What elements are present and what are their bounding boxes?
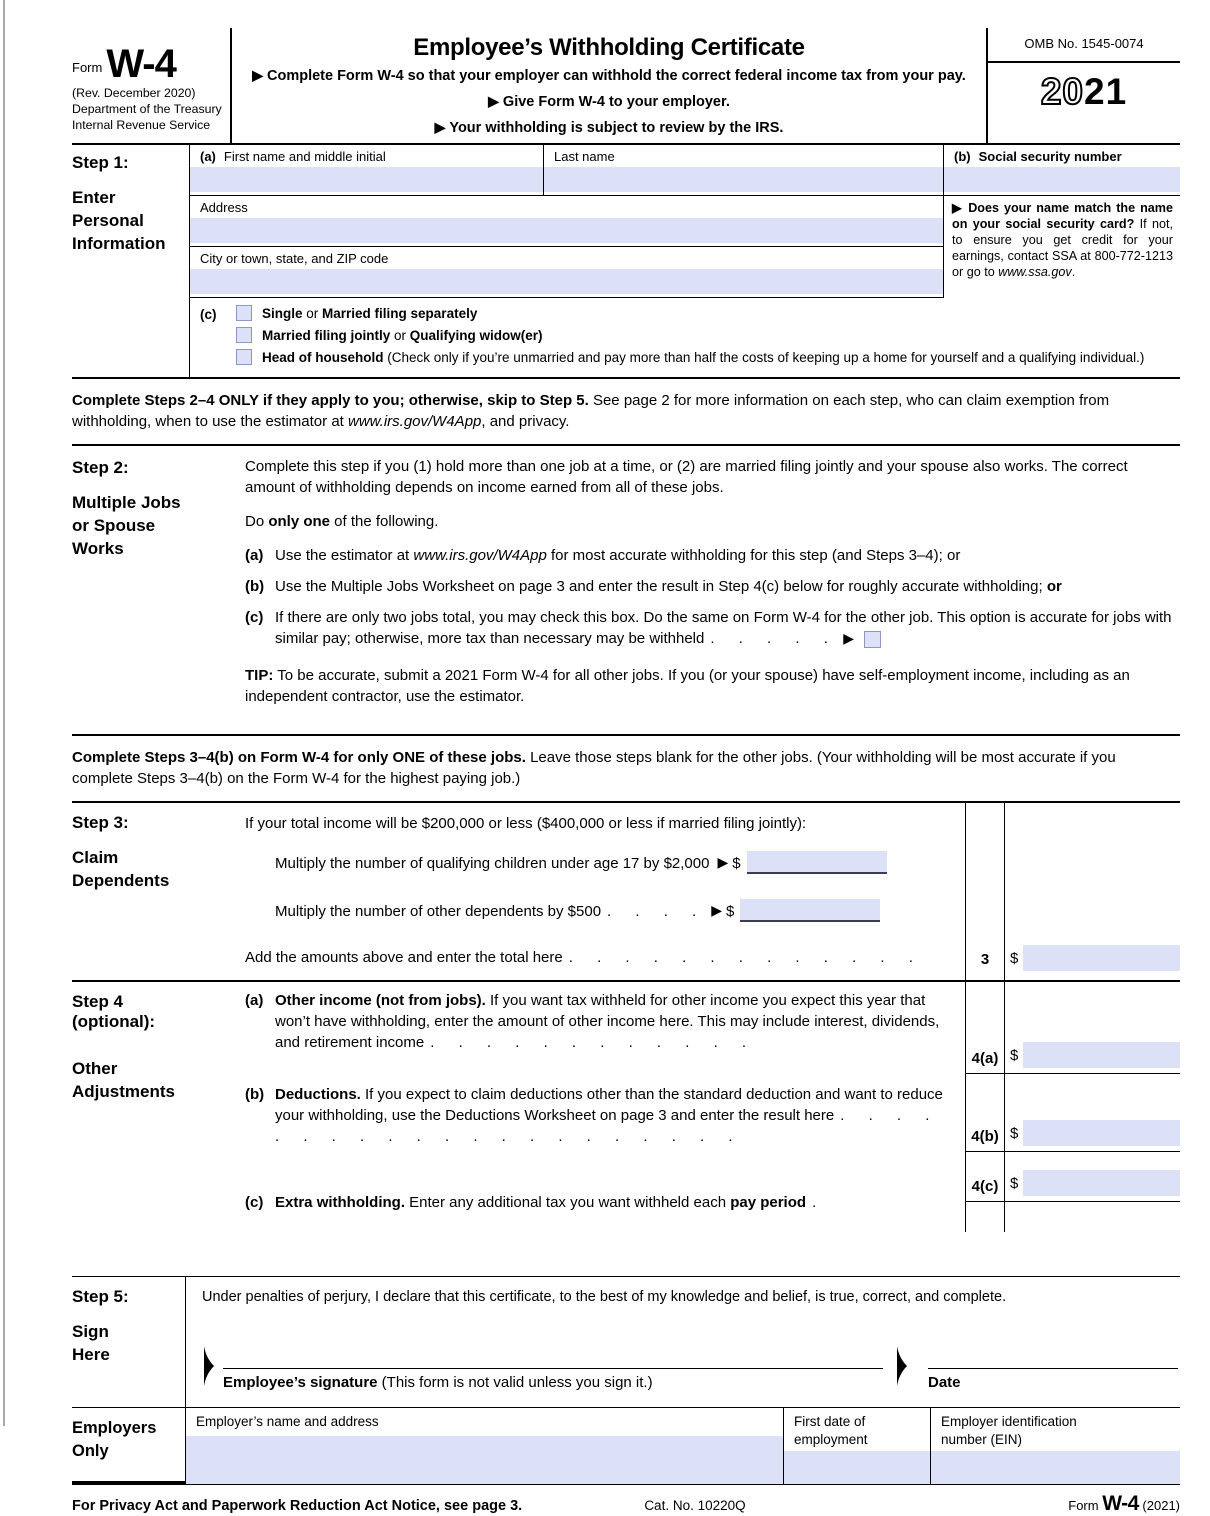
step2-paragraph-2: Do only one of the following. xyxy=(245,513,439,531)
date-caption: Date xyxy=(928,1374,961,1392)
first-name-label: (a) First name and middle initial xyxy=(200,149,386,165)
step4-item-c: (c) Extra withholding. Enter any additional tax you want withheld each pay period . xyxy=(245,1194,824,1212)
employers-only-section xyxy=(72,1408,1180,1485)
step3-intro: If your total income will be $200,000 or less ($400,000 or less if married filing jointly): xyxy=(245,815,807,833)
filing-status-row-single: Single or Married filing separately xyxy=(236,305,1180,321)
dollar-sign: $ xyxy=(1010,1174,1019,1192)
step2-item-b: (b) Use the Multiple Jobs Worksheet on page 3 and enter the result in Step 4(c) below for roughly accurate withholding; or xyxy=(245,578,1062,596)
address-label: Address xyxy=(200,200,248,216)
step1-label-column xyxy=(72,145,190,377)
filing-status-row-head-of-household: Head of household (Check only if you’re unmarried and pay more than half the costs of keeping up a home for yourself and a qualifying individual.) xyxy=(236,349,1180,365)
form-title: Employee’s Withholding Certificate xyxy=(413,34,805,61)
step3-total-line: Add the amounts above and enter the total here . . . . . . . . . . . . . xyxy=(245,949,920,967)
ssa-note: ▶ Does your name match the name on your social security card? If not, to ensure you get credit for your earnings, contact SSA at 800-772-1213 or go to www.ssa.gov. xyxy=(952,201,1174,279)
dollar-sign: $ xyxy=(732,855,741,873)
step3-sublabel: Claim Dependents xyxy=(72,848,170,891)
first-name-input[interactable] xyxy=(190,167,543,192)
step3-row-number: 3 xyxy=(965,803,1005,980)
form-sheet xyxy=(72,28,1180,1516)
city-label: City or town, state, and ZIP code xyxy=(200,251,389,267)
step4-label: Step 4 (optional): xyxy=(72,992,156,1032)
filing-status-section xyxy=(190,298,1180,377)
form-revision: (Rev. December 2020) xyxy=(72,86,196,100)
step3-other-dependents-line: Multiply the number of other dependents by $500 . . . . ▶ $ xyxy=(275,899,951,922)
step3-section xyxy=(72,803,1180,982)
step4a-other-income-input[interactable] xyxy=(1023,1042,1180,1068)
form-word: Form xyxy=(72,60,103,75)
employer-name-cell xyxy=(186,1408,783,1484)
dot-leader: . . . . xyxy=(607,903,704,921)
step4-item-b: (b) Deductions. If you expect to claim deductions other than the standard deduction and want to reduce your withholding, use the Deductions Worksheet on page 3 and enter the result here . . . . . . . . . . . . . . . . . . . . . xyxy=(245,1086,943,1146)
step3-label: Step 3: xyxy=(72,813,129,833)
step2-paragraph-1: Complete this step if you (1) hold more than one job at a time, or (2) are married filing jointly and your spouse also works. The correct amount of withholding depends on income earned from all of these jobs. xyxy=(245,458,1128,497)
step3-other-dependents-input[interactable] xyxy=(740,899,880,922)
form-footer xyxy=(72,1485,1180,1516)
perjury-statement: Under penalties of perjury, I declare that this certificate, to the best of my knowledge and belief, is true, correct, and complete. xyxy=(202,1289,1007,1306)
dollar-sign: $ xyxy=(1010,949,1019,967)
ssn-input[interactable] xyxy=(944,167,1180,192)
step3-total-input[interactable] xyxy=(1023,945,1180,971)
ein-label: Employer identification number (EIN) xyxy=(941,1414,1077,1447)
step4b-row-number: 4(b) xyxy=(966,1074,1004,1152)
step4-number-column xyxy=(965,982,1005,1232)
ein-input[interactable] xyxy=(931,1451,1180,1484)
last-name-cell xyxy=(543,145,943,195)
arrow-icon: ▶ xyxy=(711,901,723,918)
dot-leader: . . . . . xyxy=(710,630,835,648)
checkbox-head-of-household[interactable] xyxy=(236,349,252,365)
step2c-two-jobs-checkbox[interactable] xyxy=(864,631,881,648)
filing-status-row-married-jointly: Married filing jointly or Qualifying widow(er) xyxy=(236,327,1180,343)
title-block xyxy=(230,28,988,143)
step2-tip: TIP: To be accurate, submit a 2021 Form W-4 for all other jobs. If you (or your spouse) have self-employment income, including as an independent contractor, use the estimator. xyxy=(245,667,1130,706)
first-date-input[interactable] xyxy=(784,1451,930,1484)
step4a-amount-row xyxy=(1005,1042,1180,1068)
date-input[interactable] xyxy=(928,1345,1178,1369)
checkbox-single[interactable] xyxy=(236,305,252,321)
step3-label-column xyxy=(72,803,245,980)
step1-section xyxy=(72,145,1180,379)
dot-leader: . . . . . . . . . . . . . xyxy=(568,949,920,967)
dollar-sign: $ xyxy=(726,903,735,921)
address-input[interactable] xyxy=(190,218,943,243)
step3-total-amount-row xyxy=(1005,945,1180,971)
dollar-sign: $ xyxy=(1010,1046,1019,1064)
department: Department of the Treasury xyxy=(72,101,222,116)
arrow-icon: ▶ xyxy=(488,92,499,109)
last-name-label: Last name xyxy=(554,149,615,165)
step4c-row-number: 4(c) xyxy=(966,1152,1004,1202)
signature-arrow-icon xyxy=(202,1346,215,1391)
step5-label: Step 5: xyxy=(72,1287,129,1307)
step2-item-c: (c) If there are only two jobs total, you may check this box. Do the same on Form W-4 for the other job. This option is accurate for jobs with similar pay; otherwise, more tax than necessary may be withheld . . . . . ▶ xyxy=(245,609,1172,648)
signature-input[interactable] xyxy=(223,1345,883,1369)
steps-2-4-notice: Complete Steps 2–4 ONLY if they apply to you; otherwise, skip to Step 5. See page 2 for more information on each step, who can claim exemption from withholding, when to use the estimator at www.irs.gov/W4App, and privacy. xyxy=(72,379,1180,446)
last-name-input[interactable] xyxy=(544,167,943,192)
signature-area xyxy=(223,1345,883,1391)
instruction-line-2: ▶ Give Form W-4 to your employer. xyxy=(488,92,730,110)
step5-label-column xyxy=(72,1277,185,1407)
step2-label: Step 2: xyxy=(72,458,129,478)
step2-section xyxy=(72,446,1180,736)
step5-section xyxy=(72,1277,1180,1408)
employer-name-label: Employer’s name and address xyxy=(196,1414,379,1430)
dot-leader: . . . . . . . . . . . . xyxy=(430,1034,754,1052)
footer-form-id: Form W-4 (2021) xyxy=(1068,1492,1180,1516)
agency: Internal Revenue Service xyxy=(72,117,211,132)
step4b-deductions-input[interactable] xyxy=(1023,1120,1180,1146)
arrow-icon: ▶ xyxy=(252,67,263,83)
instruction-line-3: ▶ Your withholding is subject to review by the IRS. xyxy=(434,118,784,136)
step4-amount-column xyxy=(1005,982,1180,1232)
step4c-extra-withholding-input[interactable] xyxy=(1023,1170,1180,1196)
date-area xyxy=(928,1345,1178,1391)
omb-number: OMB No. 1545-0074 xyxy=(988,28,1180,63)
step4b-amount-row xyxy=(1005,1120,1180,1146)
signature-caption: Employee’s signature (This form is not valid unless you sign it.) xyxy=(223,1374,653,1392)
step1-label: Step 1: xyxy=(72,153,129,173)
steps-3-4b-notice: Complete Steps 3–4(b) on Form W-4 for only ONE of these jobs. Leave those steps blank for the other jobs. (Your withholding will be most accurate if you complete Steps 3–4(b) on the Form W-4 for the highest paying job.) xyxy=(72,736,1180,803)
employers-only-label xyxy=(72,1408,185,1485)
catalog-number: Cat. No. 10220Q xyxy=(644,1498,746,1514)
step5-sublabel: Sign Here xyxy=(72,1322,110,1365)
first-date-cell xyxy=(783,1408,930,1484)
employer-name-input[interactable] xyxy=(186,1436,783,1485)
city-input[interactable] xyxy=(190,269,943,294)
instruction-line-1: ▶ Complete Form W-4 so that your employer can withhold the correct federal income tax from your pay. xyxy=(252,67,966,84)
date-arrow-icon xyxy=(895,1346,908,1391)
step4-section xyxy=(72,982,1180,1232)
step1-sublabel: Enter Personal Information xyxy=(72,188,166,254)
step3-children-line: Multiply the number of qualifying children under age 17 by $2,000 ▶ $ xyxy=(275,851,951,874)
step4-item-a: (a) Other income (not from jobs). If you want tax withheld for other income you expect this year that won’t have withholding, enter the amount of other income here. This may include interest, dividends, and retirement income . . . . . . . . . . . . xyxy=(245,992,940,1052)
dot-leader: . xyxy=(812,1194,824,1212)
arrow-icon: ▶ xyxy=(843,630,854,647)
checkbox-married-filing-jointly[interactable] xyxy=(236,327,252,343)
arrow-icon: ▶ xyxy=(952,201,964,216)
form-header xyxy=(72,28,1180,145)
tax-year: 2021 xyxy=(1040,71,1128,112)
step3-children-amount-input[interactable] xyxy=(747,851,887,874)
ssn-label: (b) Social security number xyxy=(954,149,1122,165)
page-edge-line xyxy=(3,0,5,1426)
dollar-sign: $ xyxy=(1010,1124,1019,1142)
form-number: W-4 xyxy=(106,42,176,86)
form-id-block xyxy=(72,28,230,143)
employers-only-text: Employers Only xyxy=(72,1419,157,1460)
arrow-icon: ▶ xyxy=(434,118,446,135)
privacy-notice: For Privacy Act and Paperwork Reduction Act Notice, see page 3. xyxy=(72,1498,523,1515)
ssn-column xyxy=(943,145,1180,298)
omb-year-block xyxy=(988,28,1180,143)
step4-sublabel: Other Adjustments xyxy=(72,1059,175,1102)
dot-leader: . . . . . . . . . . . . . . . . . . . . . xyxy=(275,1107,937,1146)
arrow-icon: ▶ xyxy=(717,853,729,870)
step4a-row-number: 4(a) xyxy=(966,982,1004,1074)
step2-label-column xyxy=(72,456,245,720)
step4c-amount-row xyxy=(1005,1170,1180,1196)
step2-sublabel: Multiple Jobs or Spouse Works xyxy=(72,493,181,559)
first-date-label: First date of employment xyxy=(794,1414,868,1447)
step4-wrapper xyxy=(72,982,1180,1277)
first-name-cell xyxy=(190,145,543,195)
step2-item-a: (a) Use the estimator at www.irs.gov/W4App for most accurate withholding for this step (and Steps 3–4); or xyxy=(245,547,961,565)
step4-label-column xyxy=(72,982,245,1232)
filing-status-tag: (c) xyxy=(200,307,217,323)
ein-cell xyxy=(930,1408,1180,1484)
